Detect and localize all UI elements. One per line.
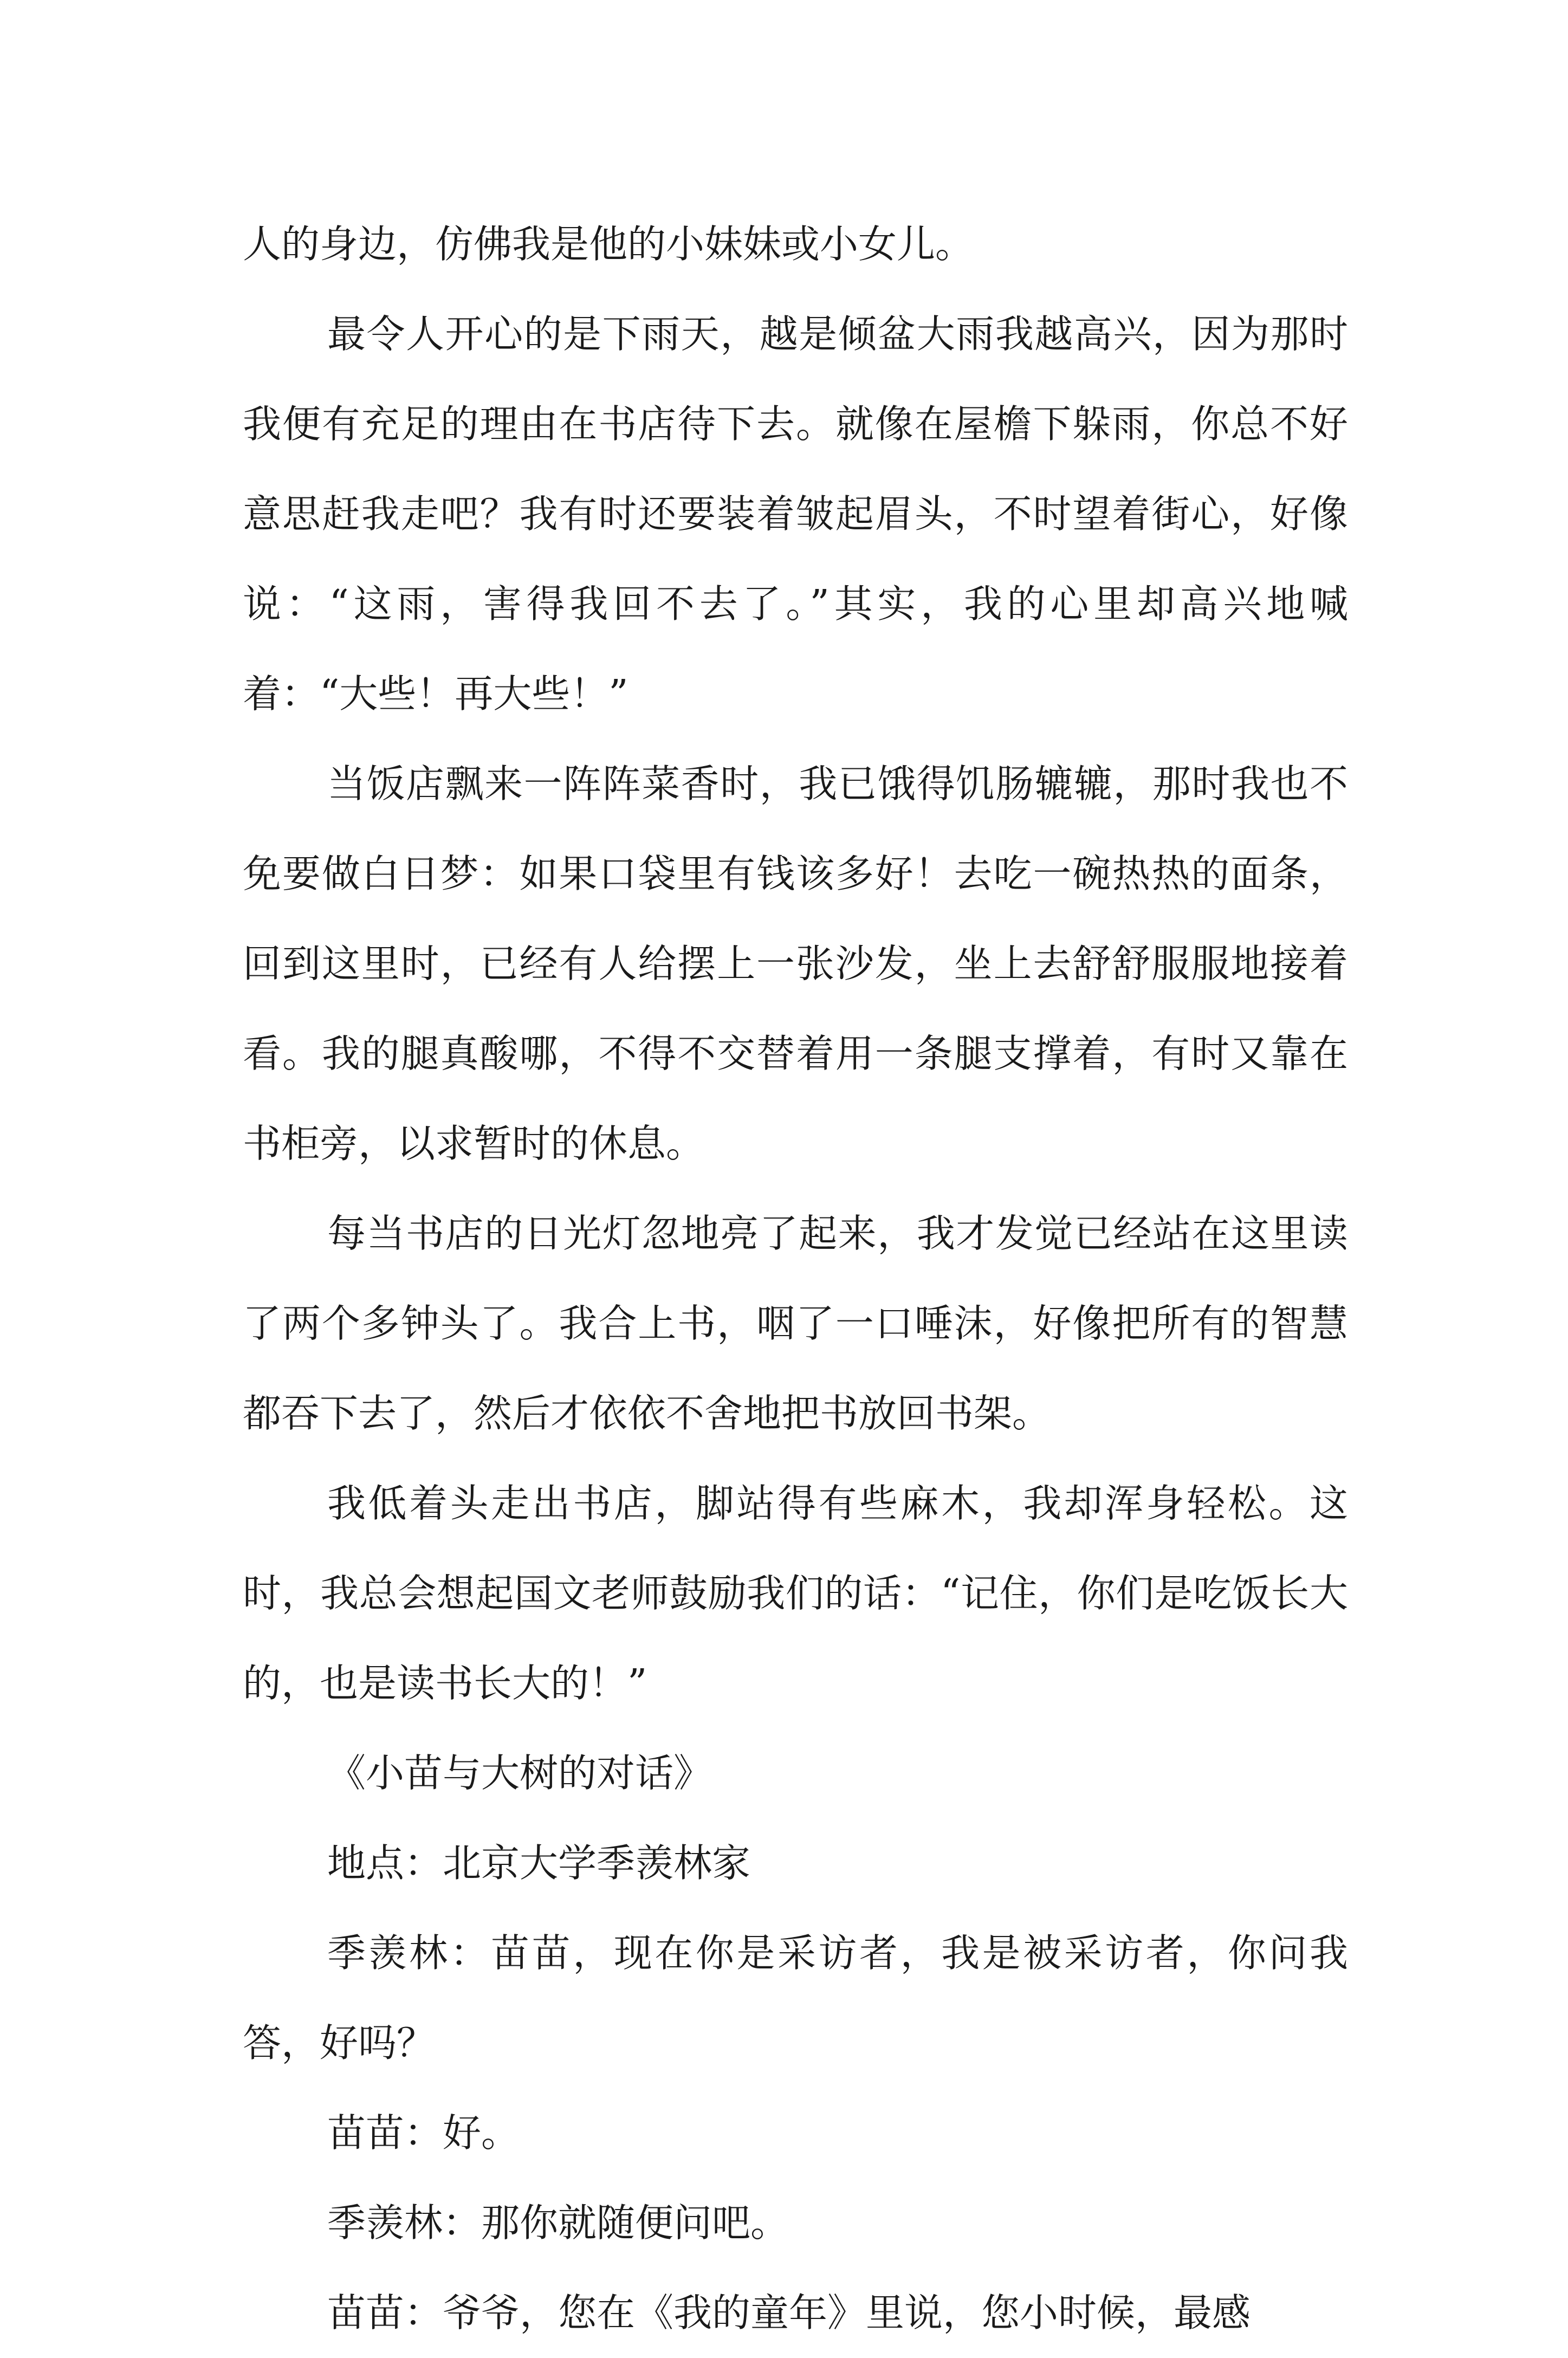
paragraph-hunger: 当饭店飘来一阵阵菜香时，我已饿得饥肠辘辘，那时我也不免要做白日梦：如果口袋里有钱该多好！去吃一碗热热的面条，回到这里时，已经有人给摆上一张沙发，坐上去舒舒服服地接着看。我的腿真酸哪，不得不交替着用一条腿支撑着，有时又靠在书柜旁，以求暂时的休息。	[243, 761, 1348, 1166]
location-line: 地点：北京大学季羡林家	[327, 1841, 751, 1886]
dialogue-line: 季羡林：那你就随便问吧。	[327, 2200, 789, 2245]
paragraph-continuation: 人的身边，仿佛我是他的小妹妹或小女儿。	[243, 222, 974, 267]
dialogue-line: 季羡林：苗苗，现在你是采访者，我是被采访者，你问我答，好吗？	[243, 1931, 1348, 2065]
paragraph-lights-on: 每当书店的日光灯忽地亮了起来，我才发觉已经站在这里读了两个多钟头了。我合上书，咽了一口唾沫，好像把所有的智慧都吞下去了，然后才依依不舍地把书放回书架。	[243, 1211, 1348, 1436]
paragraph-rainy-day: 最令人开心的是下雨天，越是倾盆大雨我越高兴，因为那时我便有充足的理由在书店待下去。就像在屋檐下躲雨，你总不好意思赶我走吧？我有时还要装着皱起眉头，不时望着街心，好像说：“这雨，害得我回不去了。”其实，我的心里却高兴地喊着：“大些！再大些！”	[243, 312, 1348, 716]
dialogue-line: 苗苗：爷爷，您在《我的童年》里说，您小时候，最感	[327, 2290, 1251, 2335]
section-title: 《小苗与大树的对话》	[327, 1751, 712, 1796]
body-text	[243, 199, 1348, 2358]
paragraph-leaving-store: 我低着头走出书店，脚站得有些麻木，我却浑身轻松。这时，我总会想起国文老师鼓励我们的话：“记住，你们是吃饭长大的，也是读书长大的！”	[243, 1481, 1348, 1706]
dialogue-line: 苗苗：好。	[327, 2110, 520, 2155]
